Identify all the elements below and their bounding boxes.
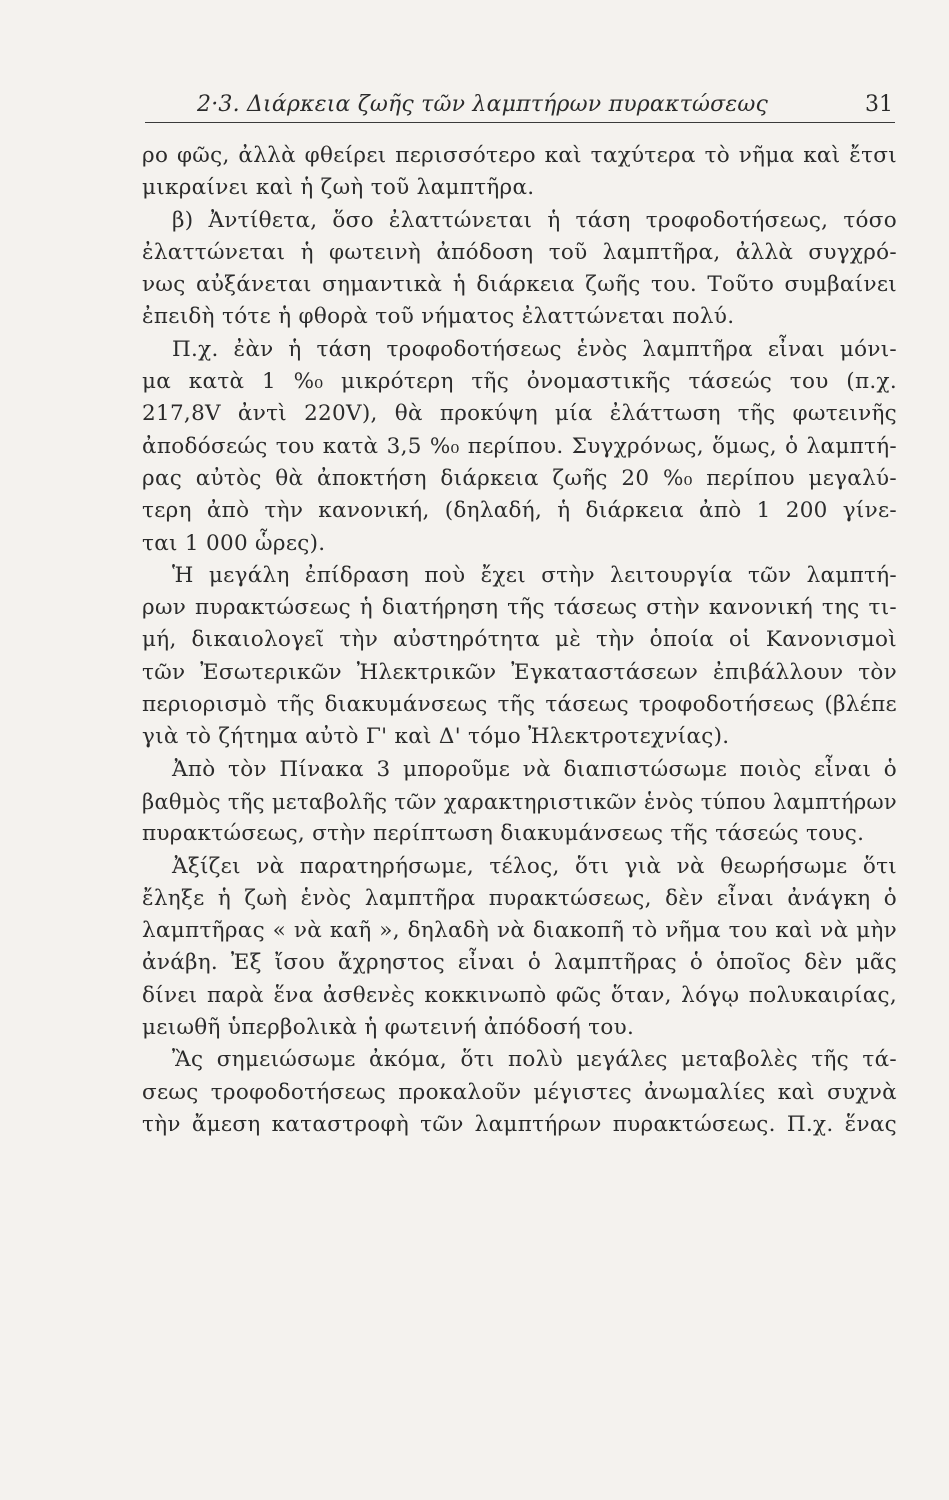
text-line: μικραίνει καὶ ἡ ζωὴ τοῦ λαμπτῆρα. [142, 175, 535, 201]
text-line: σεως τροφοδοτήσεως προκαλοῦν μέγιστες ἀνωμαλίες καὶ συχνὰ [142, 1079, 897, 1105]
text-line: τὴν ἄμεση καταστροφὴ τῶν λαμπτήρων πυρακτώσεως. Π.χ. ἕνας [142, 1111, 897, 1137]
text-line: μα κατὰ 1 %₀ μικρότερη τῆς ὀνομαστικῆς τάσεώς του (π.χ. [142, 369, 897, 395]
text-line: δίνει παρὰ ἕνα ἀσθενὲς κοκκινωπὸ φῶς ὅταν, λόγῳ πολυκαιρίας, [142, 982, 897, 1008]
text-line: ἔληξε ἡ ζωὴ ἑνὸς λαμπτῆρα πυρακτώσεως, δὲν εἶναι ἀνάγκη ὁ [142, 885, 897, 911]
text-line: ἀποδόσεώς του κατὰ 3,5 %₀ περίπου. Συγχρόνως, ὅμως, ὁ λαμπτή- [142, 433, 897, 459]
text-line: Ἡ μεγάλη ἐπίδραση ποὺ ἔχει στὴν λειτουργία τῶν λαμπτή- [172, 562, 897, 588]
text-line: μειωθῆ ὑπερβολικὰ ἡ φωτεινή ἀπόδοσή του. [142, 1015, 635, 1041]
text-line: Ἀπὸ τὸν Πίνακα 3 μποροῦμε νὰ διαπιστώσωμε ποιὸς εἶναι ὁ [172, 756, 897, 782]
text-line: μή, δικαιολογεῖ τὴν αὐστηρότητα μὲ τὴν ὁποία οἱ Κανονισμοὶ [142, 627, 897, 653]
text-line: ται 1 000 ὧρες). [142, 530, 326, 556]
text-line: ἐπειδὴ τότε ἡ φθορὰ τοῦ νήματος ἐλαττώνεται πολύ. [142, 304, 735, 330]
text-line: Ἀξίζει νὰ παρατηρήσωμε, τέλος, ὅτι γιὰ νὰ θεωρήσωμε ὅτι [172, 853, 897, 879]
text-line: τῶν Ἐσωτερικῶν Ἠλεκτρικῶν Ἐγκαταστάσεων ἐπιβάλλουν τὸν [142, 659, 897, 685]
body-text [142, 140, 897, 1141]
text-line: νως αὐξάνεται σημαντικὰ ἡ διάρκεια ζωῆς του. Τοῦτο συμβαίνει [142, 272, 897, 298]
text-line: Ἂς σημειώσωμε ἀκόμα, ὅτι πολὺ μεγάλες μεταβολὲς τῆς τά- [172, 1047, 897, 1073]
text-line: περιορισμὸ τῆς διακυμάνσεως τῆς τάσεως τροφοδοτήσεως (βλέπε [142, 692, 897, 718]
text-line: τερη ἀπὸ τὴν κανονική, (δηλαδή, ἡ διάρκεια ἀπὸ 1 200 γίνε- [142, 498, 897, 524]
text-line: γιὰ τὸ ζήτημα αὐτὸ Γ' καὶ Δ' τόμο Ἠλεκτροτεχνίας). [142, 724, 730, 750]
text-line: ρων πυρακτώσεως ἡ διατήρηση τῆς τάσεως στὴν κανονική της τι- [142, 595, 897, 621]
section-title: 2·3. Διάρκεια ζωῆς τῶν λαμπτήρων πυρακτώσεως [197, 92, 769, 117]
text-line: ρο φῶς, ἀλλὰ φθείρει περισσότερο καὶ ταχύτερα τὸ νῆμα καὶ ἔτσι [142, 143, 897, 168]
text-line: ἐλαττώνεται ἡ φωτεινὴ ἀπόδοση τοῦ λαμπτῆρα, ἀλλὰ συγχρό- [142, 239, 897, 265]
text-line: Π.χ. ἐὰν ἡ τάση τροφοδοτήσεως ἑνὸς λαμπτῆρα εἶναι μόνι- [172, 336, 897, 362]
text-line: πυρακτώσεως, στὴν περίπτωση διακυμάνσεως τῆς τάσεώς τους. [142, 821, 865, 847]
text-line: β) Ἀντίθετα, ὅσο ἐλαττώνεται ἡ τάση τροφοδοτήσεως, τόσο [172, 207, 897, 233]
text-line: βαθμὸς τῆς μεταβολῆς τῶν χαρακτηριστικῶν ἑνὸς τύπου λαμπτήρων [142, 789, 897, 814]
text-line: λαμπτῆρας « νὰ καῆ », δηλαδὴ νὰ διακοπῆ τὸ νῆμα του καὶ νὰ μὴν [142, 918, 897, 944]
page-number: 31 [865, 92, 893, 117]
running-header [145, 92, 895, 123]
text-line: 217,8V ἀντὶ 220V), θὰ προκύψη μία ἐλάττωση τῆς φωτεινῆς [142, 401, 897, 427]
text-line: ἀνάβη. Ἐξ ἴσου ἄχρηστος εἶναι ὁ λαμπτῆρας ὁ ὁποῖος δὲν μᾶς [142, 950, 897, 976]
text-line: ρας αὐτὸς θὰ ἀποκτήση διάρκεια ζωῆς 20 %₀ περίπου μεγαλύ- [142, 465, 897, 491]
